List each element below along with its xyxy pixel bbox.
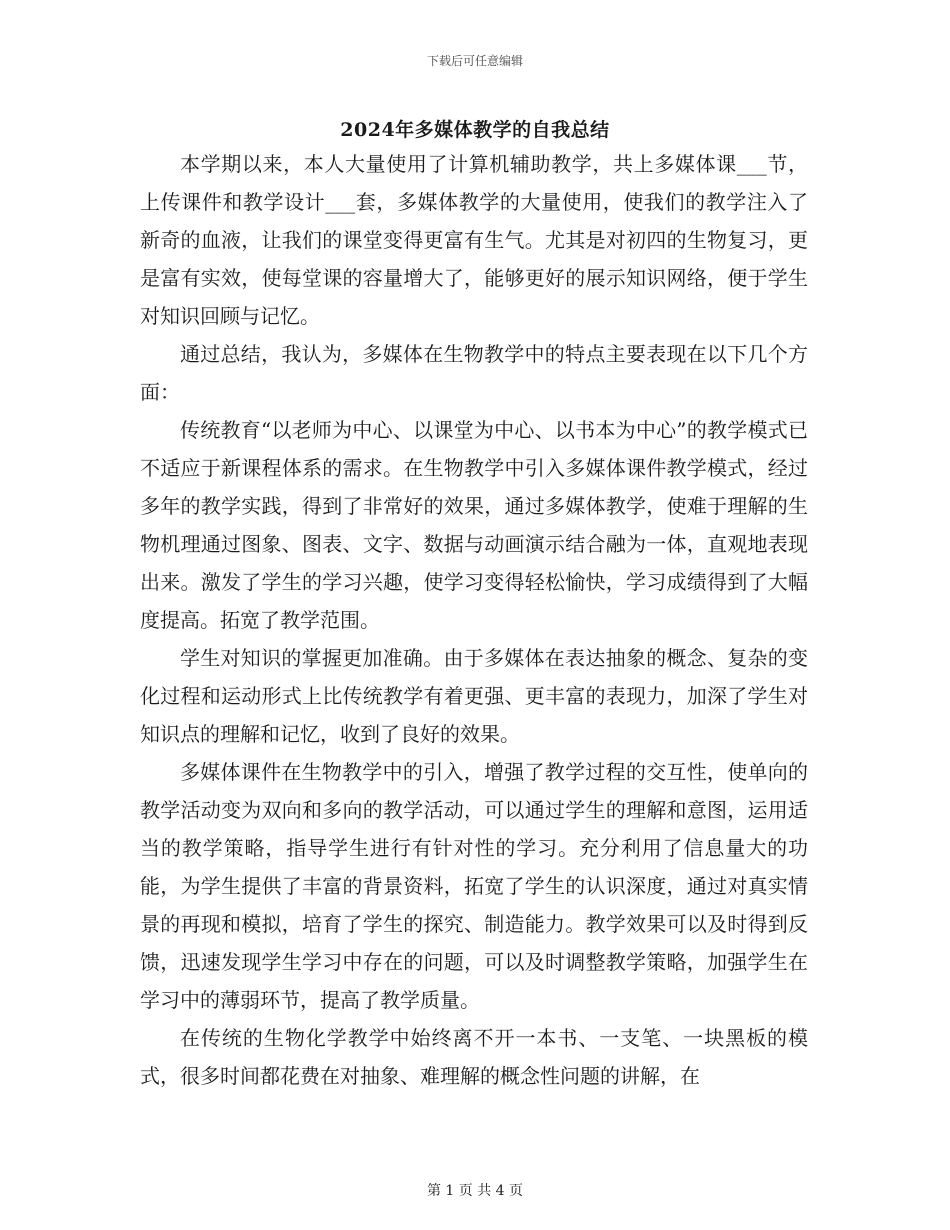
- page-number: 第 1 页 共 4 页: [426, 1183, 524, 1199]
- paragraph-5: 多媒体课件在生物教学中的引入，增强了教学过程的交互性，使单向的教学活动变为双向和多向的教学活动，可以通过学生的理解和意图，运用适当的教学策略，指导学生进行有针对性的学习。充分利用了信息量大的功能，为学生提供了丰富的背景资料，拓宽了学生的认识深度，通过对真实情景的再现和模拟，培育了学生的探究、制造能力。教学效果可以及时得到反馈，迅速发现学生学习中存在的问题，可以及时调整教学策略，加强学生在学习中的薄弱环节，提高了教学质量。: [140, 760, 808, 1012]
- paragraph-6: 在传统的生物化学教学中始终离不开一本书、一支笔、一块黑板的模式，很多时间都花费在对抽象、难理解的概念性问题的讲解，在: [140, 1026, 808, 1088]
- page-header-note: 下载后可任意编辑: [426, 54, 523, 68]
- paragraph-3: 传统教育“以老师为中心、以课堂为中心、以书本为中心”的教学模式已不适应于新课程体系的需求。在生物教学中引入多媒体课件教学模式，经过多年的教学实践，得到了非常好的效果，通过多媒体教学，使难于理解的生物机理通过图象、图表、文字、数据与动画演示结合融为一体，直观地表现出来。激发了学生的学习兴趣，使学习变得轻松愉快，学习成绩得到了大幅度提高。拓宽了教学范围。: [140, 418, 808, 632]
- document-body: [140, 145, 808, 1095]
- document-title: 2024年多媒体教学的自我总结: [340, 119, 610, 141]
- paragraph-4: 学生对知识的掌握更加准确。由于多媒体在表达抽象的概念、复杂的变化过程和运动形式上比传统教学有着更强、更丰富的表现力，加深了学生对知识点的理解和记忆，收到了良好的效果。: [140, 646, 808, 746]
- paragraph-2: 通过总结，我认为，多媒体在生物教学中的特点主要表现在以下几个方面：: [140, 342, 808, 404]
- paragraph-1: 本学期以来，本人大量使用了计算机辅助教学，共上多媒体课___节，上传课件和教学设计___套，多媒体教学的大量使用，使我们的教学注入了新奇的血液，让我们的课堂变得更富有生气。尤其是对初四的生物复习，更是富有实效，使每堂课的容量增大了，能够更好的展示知识网络，便于学生对知识回顾与记忆。: [140, 152, 808, 328]
